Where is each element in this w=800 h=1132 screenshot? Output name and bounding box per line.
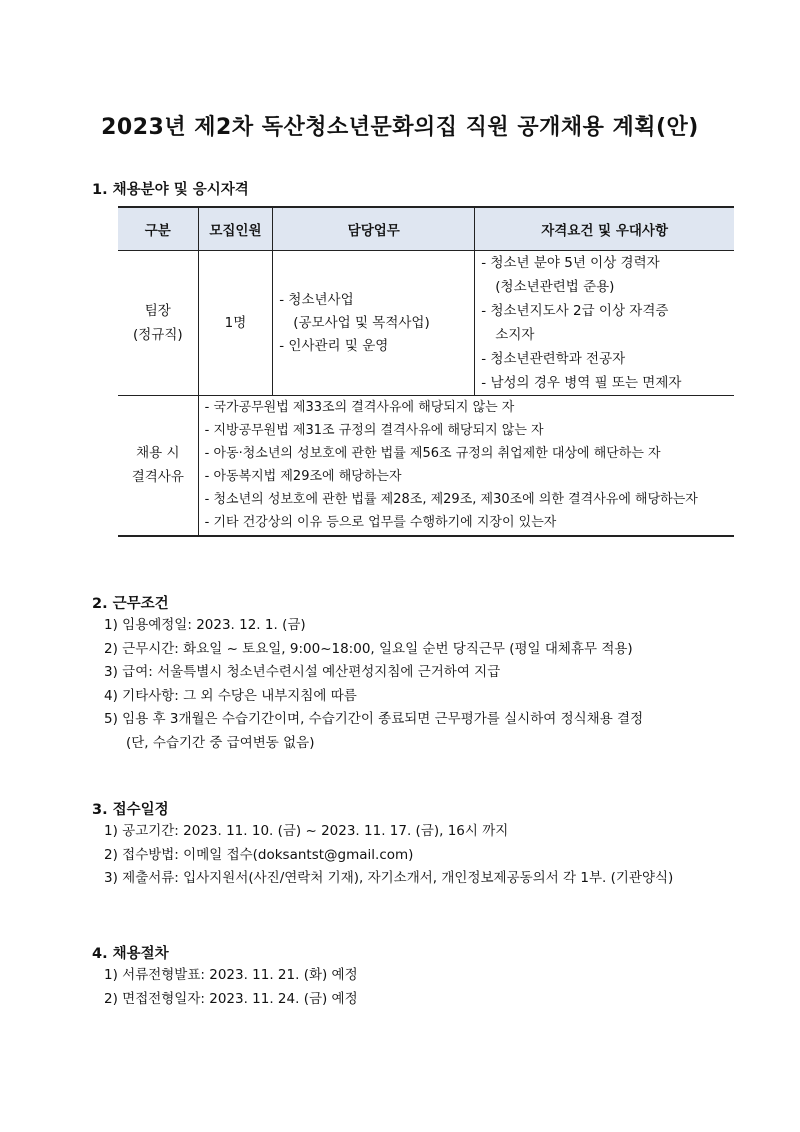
- list-item: - 청소년관련학과 전공자: [481, 351, 626, 367]
- list-item: - 인사관리 및 운영: [279, 337, 389, 354]
- list-item: (공모사업 및 목적사업): [293, 314, 430, 331]
- disqualification-label: 채용 시: [136, 445, 180, 462]
- recruitment-table: [118, 206, 734, 537]
- list-item: 1) 서류전형발표: 2023. 11. 21. (화) 예정: [104, 967, 358, 983]
- count-cell: 1명: [198, 251, 273, 396]
- list-item: 소지자: [495, 327, 535, 343]
- list-item: - 기타 건강상의 이유 등으로 업무를 수행하기에 지장이 있는자: [204, 515, 557, 531]
- category-cell: [118, 251, 198, 396]
- table-row: [118, 396, 734, 536]
- section-2-heading: 2. 근무조건: [92, 596, 169, 612]
- qualifications-cell: [475, 251, 734, 396]
- table-header-row: [118, 207, 734, 251]
- table-row: [118, 251, 734, 396]
- disqualification-label-sub: 결격사유: [131, 469, 184, 486]
- list-item: - 아동·청소년의 성보호에 관한 법률 제56조 규정의 취업제한 대상에 해단하는 자: [204, 446, 661, 462]
- category-name: 팀장: [144, 303, 171, 319]
- qualifications-list: [475, 251, 734, 395]
- header-category: 구분: [118, 207, 198, 251]
- list-item: 2) 면접전형일자: 2023. 11. 24. (금) 예정: [104, 990, 358, 1007]
- section-4-heading: 4. 채용절차: [92, 946, 169, 962]
- list-item: 1) 공고기간: 2023. 11. 10. (금) ~ 2023. 11. 17. (금), 16시 까지: [104, 823, 509, 839]
- list-item: - 청소년 분야 5년 이상 경력자: [481, 255, 660, 271]
- disqualification-list: [199, 396, 734, 534]
- list-item: - 아동복지법 제29조에 해당하는자: [204, 469, 402, 485]
- list-item: - 청소년의 성보호에 관한 법률 제28조, 제29조, 제30조에 의한 결격사유에 해당하는자: [204, 492, 698, 508]
- list-item: 5) 임용 후 3개월은 수습기간이며, 수습기간이 종료되면 근무평가를 실시하여 정식채용 결정: [104, 711, 644, 727]
- disqualification-cell: [198, 396, 734, 536]
- list-item: - 남성의 경우 병역 필 또는 면제자: [481, 375, 682, 391]
- list-item: 3) 제출서류: 입사지원서(사진/연락처 기재), 자기소개서, 개인정보제공동의서 각 1부. (기관양식): [104, 870, 674, 886]
- list-item: 2) 근무시간: 화요일 ~ 토요일, 9:00~18:00, 일요일 순번 당직근무 (평일 대체휴무 적용): [104, 640, 633, 657]
- application-schedule-list: [104, 820, 673, 891]
- duties-cell: [273, 251, 475, 396]
- disqualification-label-cell: [118, 396, 198, 536]
- list-item: - 지방공무원법 제31조 규정의 결격사유에 해당되지 않는 자: [204, 423, 544, 439]
- list-item: - 청소년지도사 2급 이상 자격증: [481, 303, 669, 319]
- list-item: - 청소년사업: [279, 291, 354, 308]
- hiring-process-list: [104, 964, 358, 1011]
- list-item: 1) 임용예정일: 2023. 12. 1. (금): [104, 617, 306, 633]
- duties-list: [273, 289, 474, 358]
- list-item: 4) 기타사항: 그 외 수당은 내부지침에 따름: [104, 687, 357, 704]
- header-duties: 담당업무: [273, 207, 475, 251]
- list-item-continuation: (단, 수습기간 중 급여변동 없음): [126, 734, 315, 751]
- header-qualifications: 자격요건 및 우대사항: [475, 207, 734, 251]
- work-conditions-list: [104, 614, 643, 755]
- section-3-heading: 3. 접수일정: [92, 802, 169, 818]
- list-item: 2) 접수방법: 이메일 접수(doksantst@gmail.com): [104, 846, 414, 863]
- header-count: 모집인원: [198, 207, 273, 251]
- list-item: 3) 급여: 서울특별시 청소년수련시설 예산편성지침에 근거하여 지급: [104, 664, 501, 680]
- category-type: (정규직): [132, 327, 183, 343]
- list-item: - 국가공무원법 제33조의 결격사유에 해당되지 않는 자: [204, 400, 515, 416]
- list-item: (청소년관련법 준용): [495, 279, 615, 295]
- document-title: 2023년 제2차 독산청소년문화의집 직원 공개채용 계획(안): [101, 115, 699, 140]
- section-1-heading: 1. 채용분야 및 응시자격: [92, 182, 249, 198]
